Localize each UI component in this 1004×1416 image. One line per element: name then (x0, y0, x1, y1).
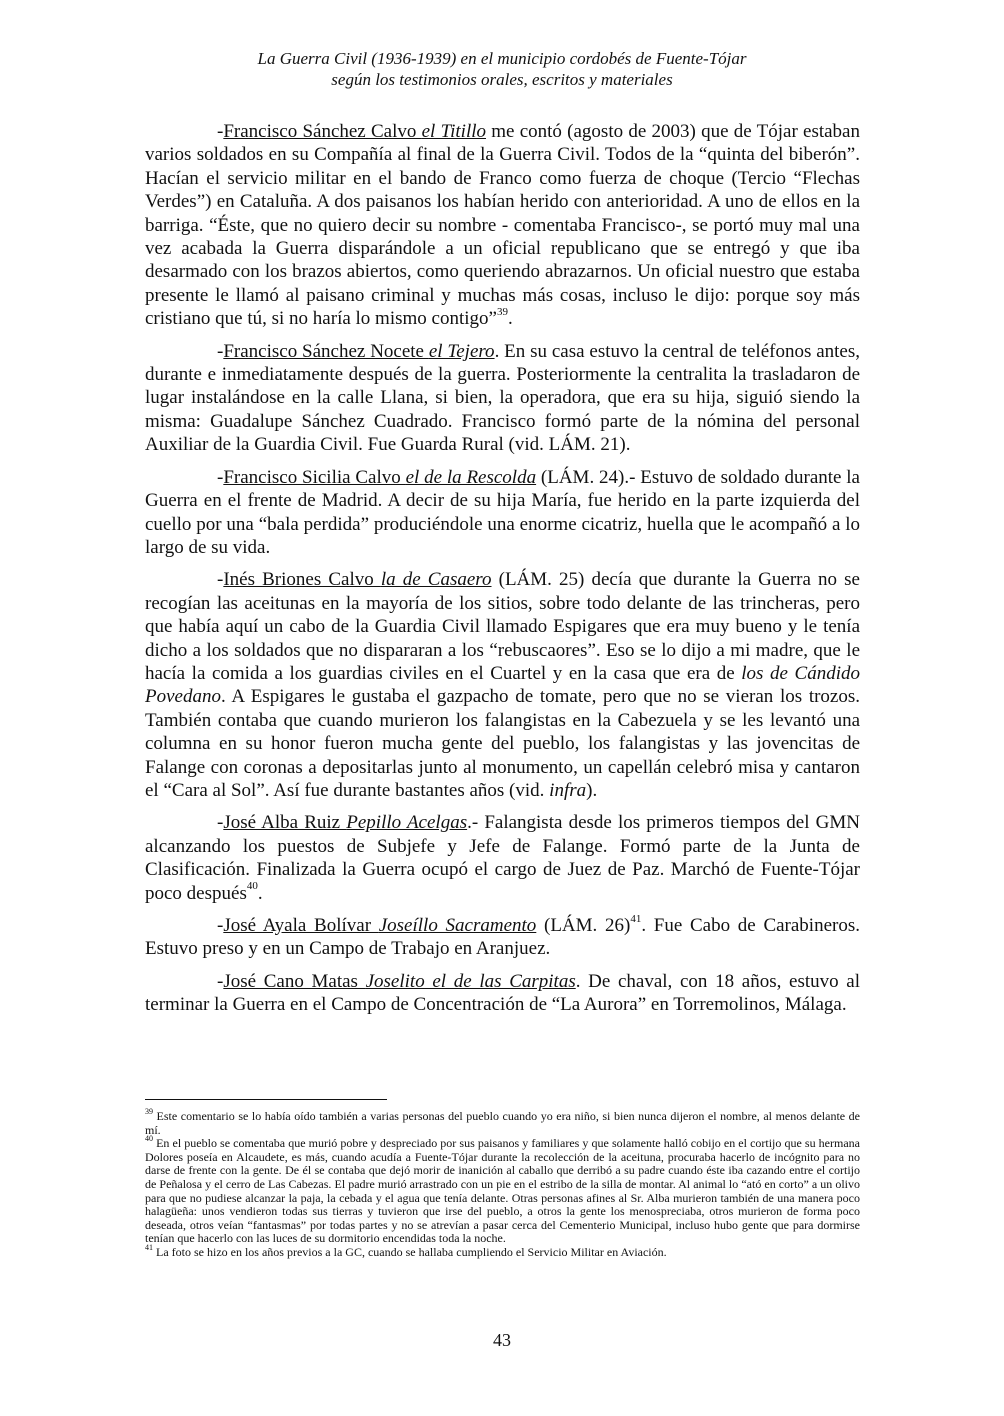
footnote-separator (145, 1099, 387, 1100)
footnote-ref-39[interactable]: 39 (496, 305, 508, 318)
paragraph-text: me contó (agosto de 2003) que de Tójar estaban varios soldados en su Compañía al final de la Guerra Civil. Todos de la “quinta del biberón”. Hacían el servicio militar en el bando de Franco como fuerza de choque (Tercio “Flechas Verdes”) en Cataluña. A dos paisanos los habían herido con anterioridad. A uno de ellos en la barriga. “Éste, que no quiero decir su nombre - comentaba Francisco-, se portó muy mal una vez acabada la Guerra disparándole a un oficial republicano que se entregó y que iba desarmado con los brazos abiertos, como queriendo abrazarnos. Un oficial nuestro que estaba presente le llamó al paisano criminal y muchas más cosas, incluso le dijo: porque soy más cristiano que tú, si no haría lo mismo contigo” (145, 121, 860, 330)
paragraph-text: (LÁM. 26) (536, 915, 631, 936)
footnote-number: 39 (145, 1107, 153, 1116)
paragraph-text: (LÁM. 24).- Estuvo de soldado durante la Guerra en el frente de Madrid. A decir de su hija María, fue herido en la parte izquierda del cuello por una “bala perdida” produciéndole una enorme cicatriz, huella que le acompañó a lo largo de su vida. (145, 466, 860, 558)
person-name-text: José Alba Ruiz (223, 812, 347, 834)
entry-dash: - (217, 812, 224, 834)
footnote-number: 41 (145, 1242, 153, 1252)
paragraph-text: . De chaval, con 18 años, estuvo al terminar la Guerra en el Campo de Concentración de “La Aurora” en Torremolinos, Málaga. (145, 970, 860, 1016)
header-title-line-2: según los testimonios orales, escritos y materiales (331, 70, 673, 89)
paragraph-jose-alba-ruiz (145, 811, 860, 905)
person-name (223, 915, 536, 936)
italic-phrase: los de Cándido Povedano (145, 662, 861, 708)
footnotes (145, 1107, 860, 1260)
person-name-text: Francisco Sánchez Calvo (223, 121, 422, 142)
running-header (0, 48, 1004, 90)
body-text (145, 120, 860, 1026)
paragraph-text: .- Falangista desde los primeros tiempos del GMN alcanzando los puestos de Subjefe y Jefe de Falange. Formó parte de la Junta de Clasificación. Finalizada la Guerra ocupó el cargo de Juez de Paz. Marchó de Fuente-Tójar poco después (145, 812, 860, 904)
entry-dash: - (217, 970, 224, 992)
entry-dash: - (217, 915, 224, 936)
footnote-ref-41[interactable]: 41 (630, 912, 642, 925)
paragraph-text: (LÁM. 25) decía que durante la Guerra no se recogían las aceitunas en la mayoría de los sitios, sobre todo delante de las trincheras, pero que había aquí un cabo de la Guardia Civil llamado Espigares que era muy bueno y le tenía dicho a los soldados que no dispararan a los “rebuscaores”. Eso se lo dijo a mi madre, que le hacía la comida a los guardias civiles en el Cuartel y en la casa que era de (145, 569, 860, 684)
entry-dash: - (217, 569, 224, 591)
person-name-text: Francisco Sánchez Nocete (223, 340, 429, 362)
footnote-text: Este comentario se lo había oído también a varias personas del pueblo cuando yo era niño, si bien nunca dijeron el nombre, al menos delante de mí. (145, 1109, 860, 1137)
person-name-text: Francisco Sicilia Calvo (223, 466, 406, 488)
paragraph-text: . En su casa estuvo la central de teléfonos antes, durante e inmediatamente después de la guerra. Posteriormente la centralita la trasladaron de lugar instalándose en la calle Llana, si bien, la operadora, que era su hija, siguió siendo la misma: Guadalupe Sánchez Cuadrado. Francisco formó parte de la nómina del personal Auxiliar de la Guardia Civil. Fue Guarda Rural (vid. LÁM. 21). (145, 340, 861, 456)
footnote-text: En el pueblo se comentaba que murió pobre y despreciado por sus paisanos y familiares y que solamente halló cobijo en el cortijo que su hermana Dolores poseía en Alcaudete, es más, cuando acudía a Fuente-Tójar durante la recolección de la aceituna, procuraba hacerlo de incógnito para no darse de frente con la gente. De él se contaba que dejó morir de inanición al caballo que derribó a su padre cuando éste iba cazando entre el cortijo de Peñalosa y el cerro de Las Cabezas. El padre murió arrastrado con un pie en el estribo de la silla de montar. Al animal lo “ató en corto” a un olivo para que no pudiese alcanzar la paja, la cebada y el agua que tenía delante. Otras personas afines al Sr. Alba murieron también de una manera poco halagüeña: unos vendieron todas sus tierras y tuvieron que irse del pueblo, a otros la gente los menospreciaba, otros murieron de forma poco deseada, otros veían “fantasmas” por todas partes y no se atrevían a pasar cerca del Cementerio Municipal, incluso hubo gente que para dormirse tenían que hacerlo con las luces de su dormitorio encendidas toda la noche. (145, 1136, 860, 1246)
person-name (223, 121, 486, 142)
person-alias: Joselito el de las Carpitas (365, 970, 576, 992)
footnote-ref-40[interactable]: 40 (246, 880, 258, 893)
italic-phrase: infra (549, 779, 587, 801)
footnote-41 (145, 1242, 860, 1260)
person-name-text: Inés Briones Calvo (223, 569, 381, 591)
person-alias: el de la Rescolda (405, 466, 537, 488)
paragraph-end: . (507, 308, 513, 330)
footnote-number: 40 (145, 1134, 153, 1144)
paragraph-francisco-sicilia-calvo (145, 466, 860, 560)
paragraph-jose-ayala-bolivar (145, 914, 860, 961)
entry-dash: - (217, 340, 224, 362)
person-alias: la de Casaero (380, 569, 492, 591)
paragraph-text: . Fue Cabo de Carabineros. Estuvo preso y en un Campo de Trabajo en Aranjuez. (145, 915, 860, 960)
paragraph-text: ). (586, 779, 598, 801)
person-alias: el Titillo (421, 121, 486, 142)
footnote-39 (145, 1107, 860, 1137)
entry-dash: - (217, 121, 224, 142)
footnote-text: La foto se hizo en los años previos a la GC, cuando se hallaba cumpliendo el Servicio Militar en Aviación. (153, 1244, 667, 1259)
footnote-40 (145, 1134, 860, 1246)
paragraph-francisco-sanchez-nocete (145, 340, 860, 457)
person-alias: el Tejero (428, 340, 495, 362)
person-name (223, 341, 494, 362)
person-name-text: José Ayala Bolívar (223, 915, 379, 936)
person-alias: Joseíllo Sacramento (378, 915, 537, 936)
person-name (223, 812, 467, 833)
page-number: 43 (493, 1330, 511, 1350)
entry-dash: - (217, 466, 224, 488)
paragraph-text: . A Espigares le gustaba el gazpacho de tomate, pero que no se vieran los trozos. También contaba que cuando murieron los falangistas en la Cabezuela y se les levantó una columna en su honor fueron mucha gente del pueblo, los falangistas y las jovencitas de Falange con coronas a depositarlas junto al monumento, un capellán celebró misa y cantaron el “Cara al Sol”. Así fue durante bastantes años (vid. (145, 686, 860, 801)
person-alias: Pepillo Acelgas (346, 812, 468, 834)
paragraph-end: . (257, 882, 263, 904)
person-name (223, 467, 536, 488)
person-name-text: José Cano Matas (223, 970, 366, 992)
person-name (223, 569, 491, 590)
person-name (223, 971, 575, 992)
paragraph-francisco-sanchez-calvo (145, 120, 860, 331)
paragraph-jose-cano-matas (145, 970, 860, 1017)
header-title-line-1: La Guerra Civil (1936-1939) en el municipio cordobés de Fuente-Tójar (257, 49, 747, 68)
paragraph-ines-briones-calvo (145, 568, 860, 802)
